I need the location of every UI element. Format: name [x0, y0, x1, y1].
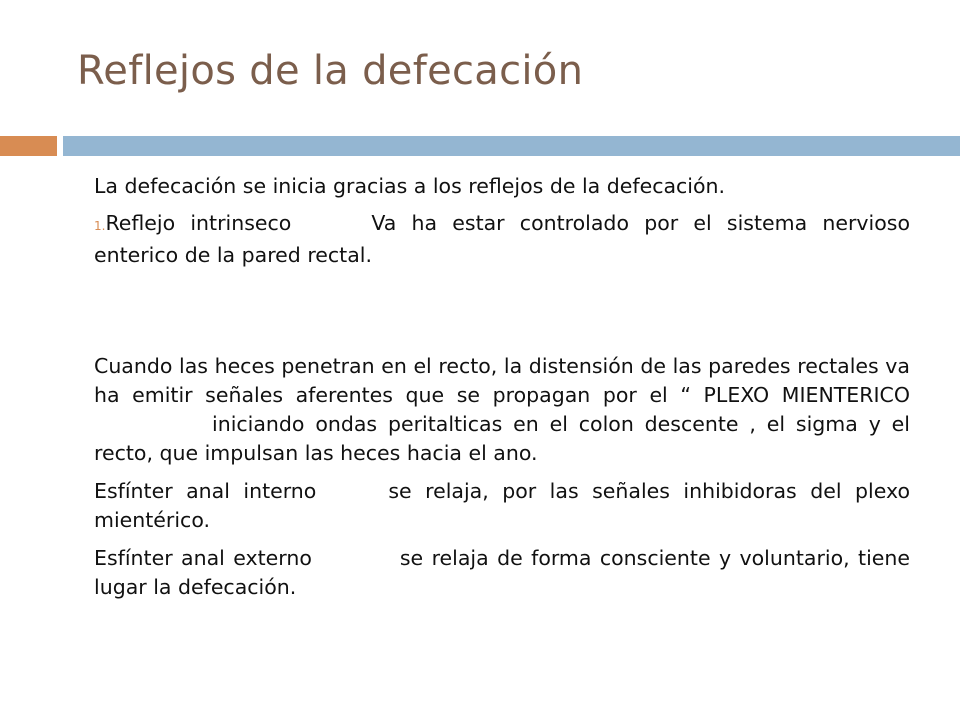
esfinter-interno-term: Esfínter anal interno [94, 479, 317, 503]
intro-paragraph: La defecación se inicia gracias a los reflejos de la defecación. [94, 174, 726, 198]
accent-bar-left [0, 136, 57, 156]
esfinter-externo-description: se relaja de forma consciente y voluntario, tiene lugar la defecación. [94, 546, 910, 599]
slide-body [94, 172, 910, 602]
reflex-term: Reflejo intrinseco [105, 211, 292, 235]
slide-title: Reflejos de la defecación [77, 48, 584, 94]
reflex-description: Va ha estar controlado por el sistema nervioso enterico de la pared rectal. [94, 211, 910, 267]
esfinter-interno-paragraph [94, 477, 910, 535]
recto-text-part2: iniciando ondas peritalticas en el colon descente , el sigma y el recto, que impulsan las heces hacia el ano. [94, 412, 910, 465]
accent-bar-right [63, 136, 960, 156]
recto-paragraph [94, 352, 910, 468]
esfinter-interno-description: se relaja, por las señales inhibidoras del plexo mientérico. [94, 479, 911, 532]
list-number: 1. [94, 219, 106, 233]
reflex-item-1 [94, 209, 910, 270]
esfinter-externo-term: Esfínter anal externo [94, 546, 312, 570]
esfinter-externo-paragraph [94, 544, 910, 602]
recto-text-part1: Cuando las heces penetran en el recto, la distensión de las paredes rectales va ha emitir señales aferentes que se propagan por el “ PLEXO MIENTERICO [94, 354, 910, 407]
